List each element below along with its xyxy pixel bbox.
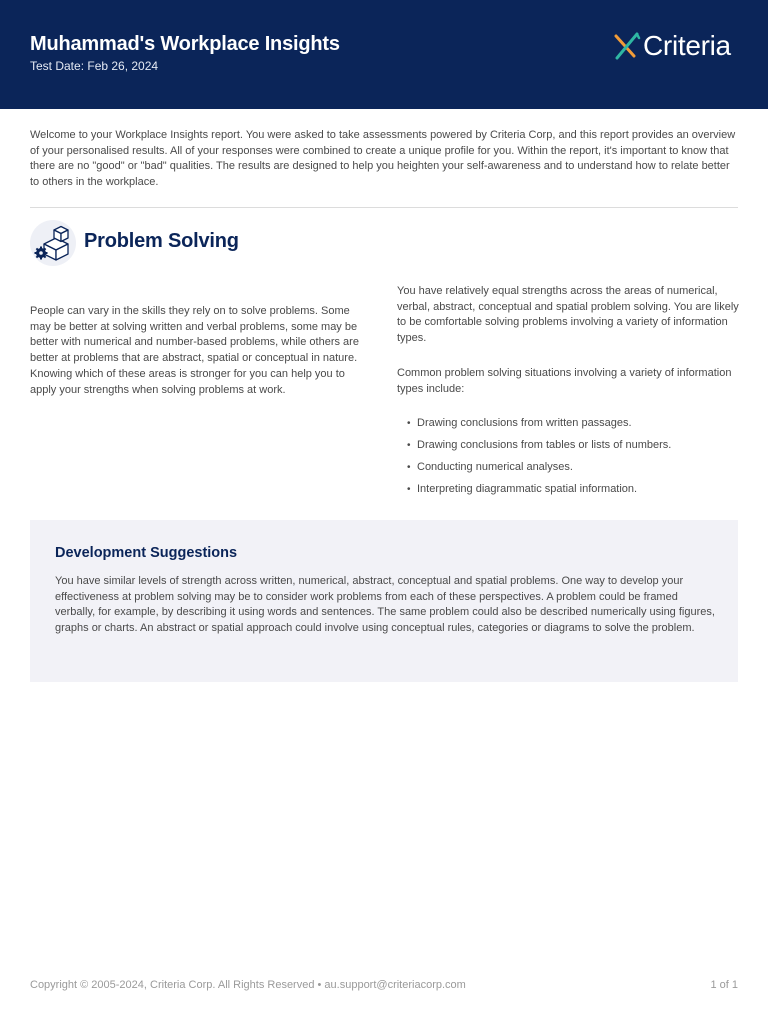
problem-solving-description: People can vary in the skills they rely on to solve problems. Some may be better at solving written and verbal problems, some may be better with numerical and number-based problems, while others are better at problems that are abstract, spatial or conceptual in nature. Knowing which of these areas is stronger for you can help you to apply your strengths when solving problems at work.: [30, 305, 359, 396]
list-item: [407, 438, 671, 460]
list-item-text: Drawing conclusions from written passages.: [417, 417, 632, 429]
intro-paragraph: Welcome to your Workplace Insights report. You were asked to take assessments powered by Criteria Corp, and this report provides an overview of your personalised results. All of your responses were combined to create a unique profile for you. Within the report, it's important to know that there are no "good" or "bad" qualities. The results are designed to help you heighten your self-awareness and to understand how to relate better to others in the workplace.: [30, 129, 736, 189]
list-item-text: Conducting numerical analyses.: [417, 461, 573, 473]
bullet-icon: •: [407, 418, 411, 429]
criteria-logo: [612, 28, 731, 64]
situations-intro: Common problem solving situations involving a variety of information types include:: [397, 367, 732, 395]
list-item: [407, 416, 671, 438]
page-number: 1 of 1: [710, 979, 738, 991]
logo-wordmark: Criteria: [643, 30, 731, 61]
development-title: Development Suggestions: [55, 545, 238, 561]
footer-copyright: Copyright © 2005-2024, Criteria Corp. All Rights Reserved • au.support@criteriacorp.com: [30, 979, 466, 991]
list-item: [407, 482, 671, 504]
report-header: [0, 0, 768, 109]
list-item-text: Interpreting diagrammatic spatial information.: [417, 483, 638, 495]
section-divider: [30, 207, 738, 208]
development-suggestions-box: [30, 520, 738, 682]
test-date: Test Date: Feb 26, 2024: [30, 59, 159, 73]
section-title: Problem Solving: [84, 230, 239, 252]
list-item-text: Drawing conclusions from tables or lists of numbers.: [417, 439, 672, 451]
bullet-icon: •: [407, 484, 411, 495]
report-title: Muhammad's Workplace Insights: [30, 33, 340, 55]
situations-list: [407, 416, 671, 504]
development-text: You have similar levels of strength across written, numerical, abstract, conceptual and spatial problems. One way to develop your effectiveness at problem solving may be to consider work problems from each of these perspectives. A problem could be framed verbally, for example, by describing it using words and sentences. The same problem could also be described numerically using figures, graphs or charts. An abstract or spatial approach could involve using conceptual rules, categories or diagrams to solve the problem.: [55, 575, 715, 635]
problem-solving-cube-gear-icon: [30, 220, 76, 266]
bullet-icon: •: [407, 440, 411, 451]
criteria-x-logo-icon: [612, 28, 642, 64]
strengths-summary: You have relatively equal strengths across the areas of numerical, verbal, abstract, conceptual and spatial problem solving. You are likely to be comfortable solving problems involving a variety of information types.: [397, 285, 739, 345]
list-item: [407, 460, 671, 482]
bullet-icon: •: [407, 462, 411, 473]
